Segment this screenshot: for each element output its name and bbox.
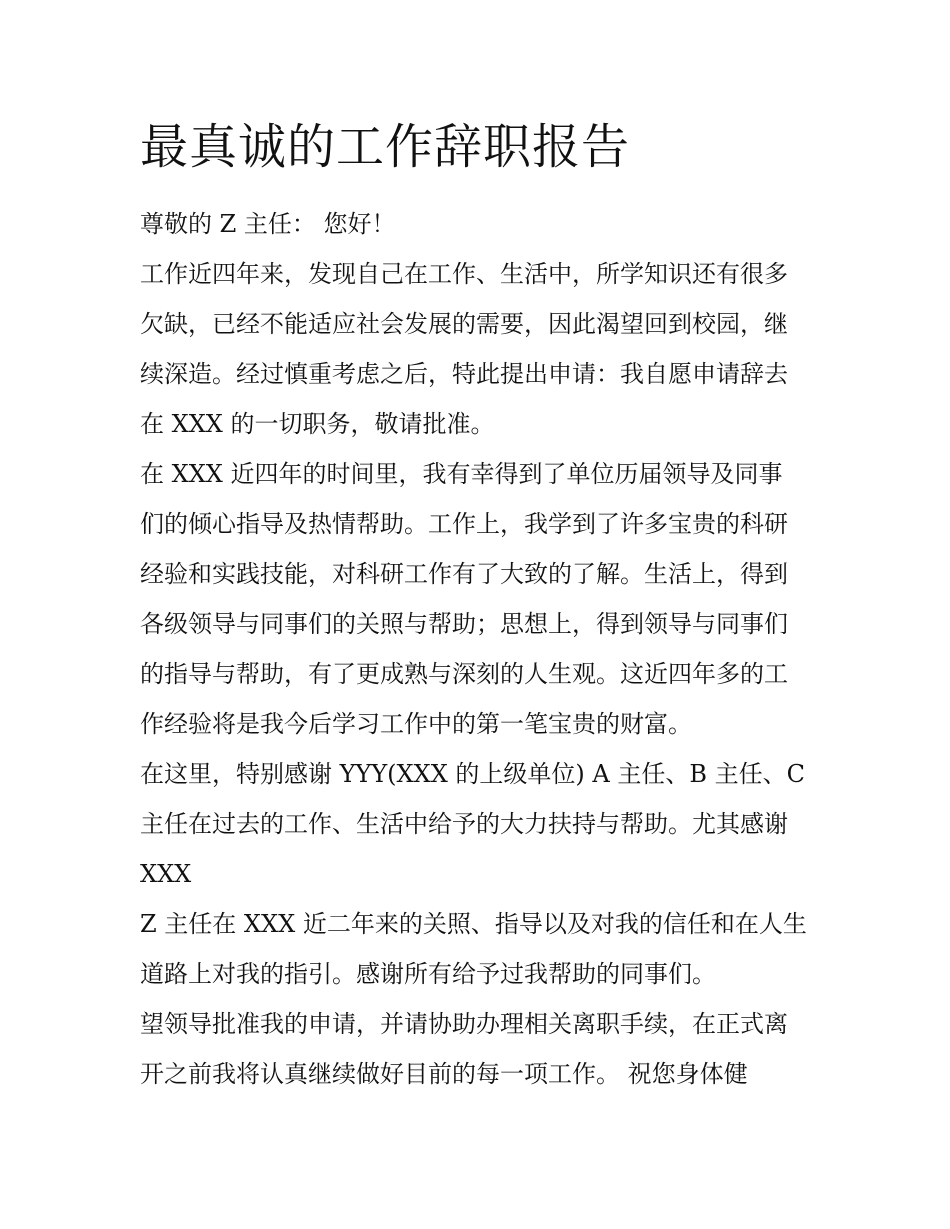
text-line: 在 XXX 近四年的时间里，我有幸得到了单位历届领导及同事 (140, 460, 783, 488)
text-line: 在这里，特别感谢 YYY(XXX 的上级单位) A 主任、B 主任、C (140, 760, 805, 788)
text-line: 经验和实践技能，对科研工作有了大致的了解。生活上，得到 (140, 560, 788, 588)
text-line: XXX (140, 860, 192, 888)
text-line: 开之前我将认真继续做好目前的每一项工作。 祝您身体健 (140, 1060, 748, 1088)
text-line: 作经验将是我今后学习工作中的第一笔宝贵的财富。 (140, 710, 692, 738)
document-title: 最真诚的工作辞职报告 (140, 119, 631, 175)
text-line: 欠缺，已经不能适应社会发展的需要，因此渴望回到校园，继 (140, 310, 788, 338)
text-line: 尊敬的 Z 主任： 您好！ (140, 210, 396, 238)
text-line: 道路上对我的指引。感谢所有给予过我帮助的同事们。 (140, 960, 716, 988)
text-line: 在 XXX 的一切职务，敬请批准。 (140, 410, 495, 438)
text-line: 各级领导与同事们的关照与帮助；思想上，得到领导与同事们 (140, 610, 788, 638)
text-line: 的指导与帮助，有了更成熟与深刻的人生观。这近四年多的工 (140, 660, 788, 688)
text-line: 工作近四年来，发现自己在工作、生活中，所学知识还有很多 (140, 260, 788, 288)
text-line: Z 主任在 XXX 近二年来的关照、指导以及对我的信任和在人生 (140, 910, 807, 938)
document-body (140, 199, 820, 1099)
text-line: 望领导批准我的申请，并请协助办理相关离职手续，在正式离 (140, 1010, 788, 1038)
text-line: 们的倾心指导及热情帮助。工作上，我学到了许多宝贵的科研 (140, 510, 788, 538)
text-line: 续深造。经过慎重考虑之后，特此提出申请：我自愿申请辞去 (140, 360, 788, 388)
text-line: 主任在过去的工作、生活中给予的大力扶持与帮助。尤其感谢 (140, 810, 788, 838)
